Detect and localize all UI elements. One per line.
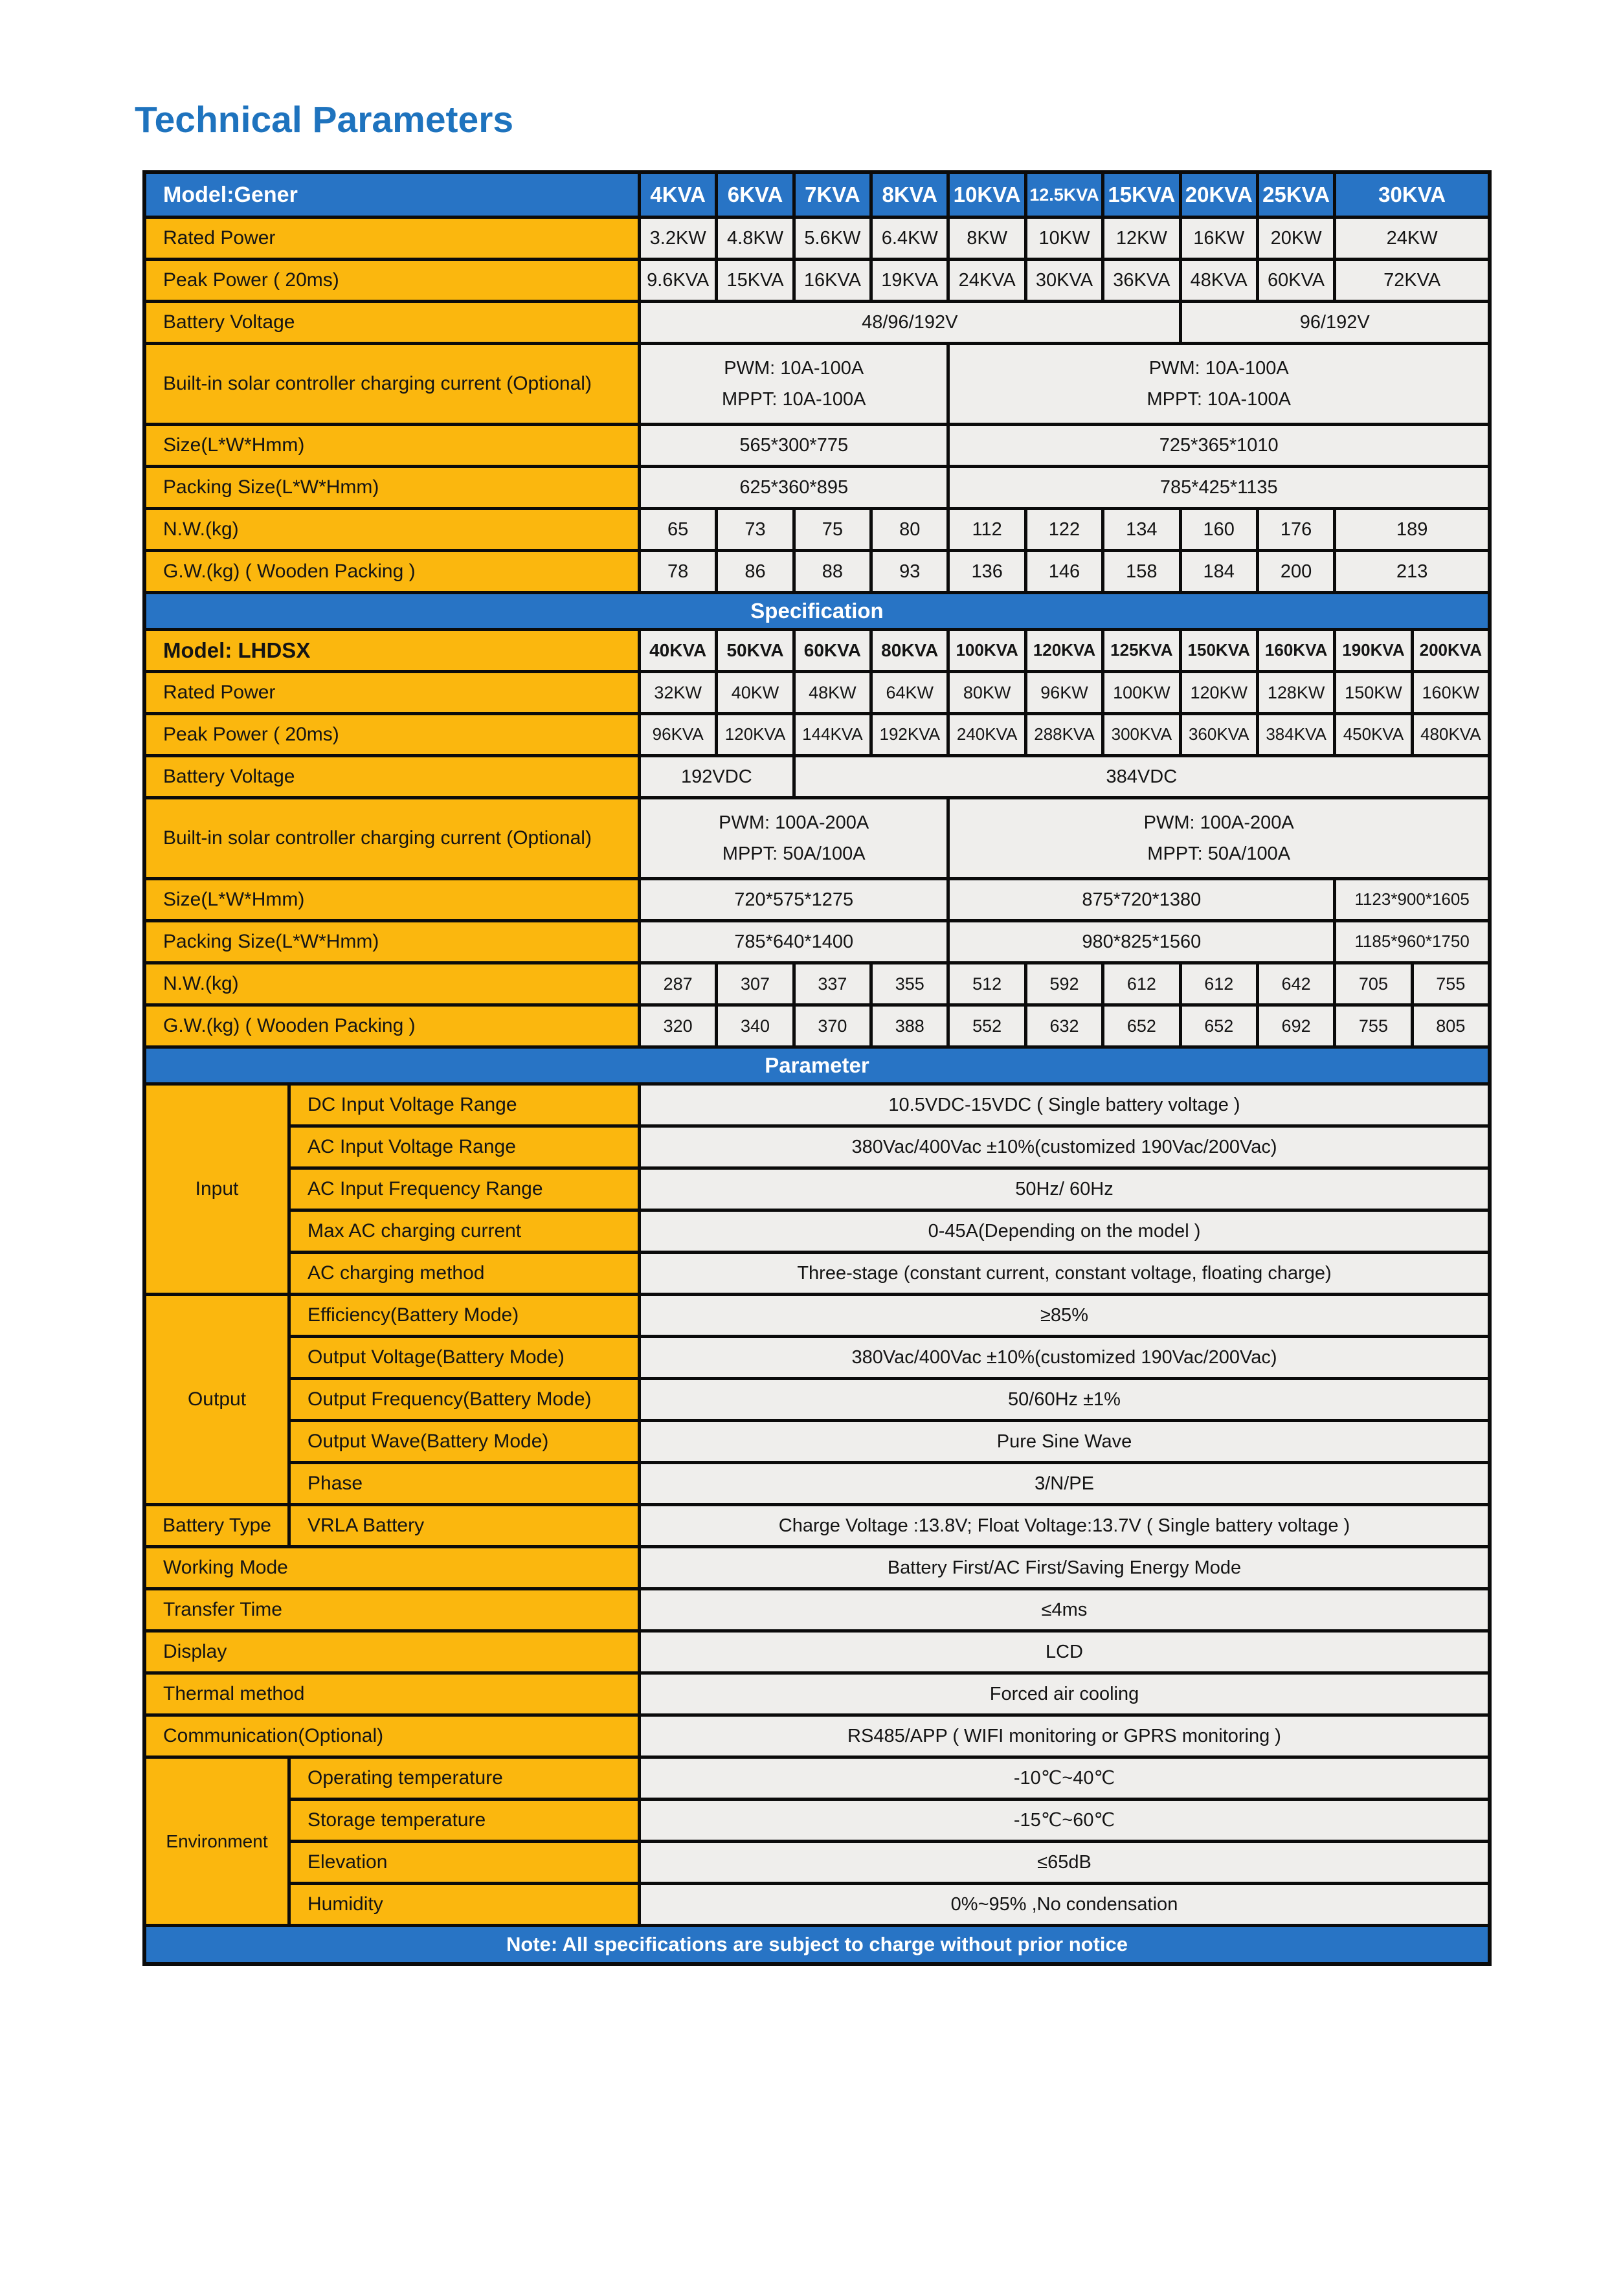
t2-col-header: 200KVA (1414, 631, 1488, 670)
t2-gw-value: 370 (796, 1007, 869, 1045)
param-label-out-wave: Output Wave(Battery Mode) (291, 1422, 638, 1461)
t1-rated-power-value: 3.2KW (641, 219, 715, 258)
t1-rated-power-value: 6.4KW (873, 219, 946, 258)
t1-col-header: 8KVA (873, 174, 946, 216)
t2-solar-pwm: PWM: 100A-200A (719, 812, 869, 833)
t1-peak-power-value: 36KVA (1104, 261, 1178, 300)
t2-nw-label: N.W.(kg) (146, 964, 638, 1003)
t1-battery-voltage-label: Battery Voltage (146, 303, 638, 342)
param-label-battery-sub: VRLA Battery (291, 1506, 638, 1545)
t1-peak-power-value: 15KVA (718, 261, 792, 300)
t1-gw-value: 158 (1104, 552, 1178, 591)
param-label-transfer-time: Transfer Time (146, 1590, 638, 1629)
t1-rated-power-value: 4.8KW (718, 219, 792, 258)
param-value-ac-freq: 50Hz/ 60Hz (641, 1170, 1488, 1209)
param-label-display: Display (146, 1633, 638, 1671)
param-label-humidity: Humidity (291, 1885, 638, 1924)
t2-nw-value: 612 (1104, 964, 1178, 1003)
t1-gw-label: G.W.(kg) ( Wooden Packing ) (146, 552, 638, 591)
param-value-working-mode: Battery First/AC First/Saving Energy Mode (641, 1548, 1488, 1587)
t1-nw-value: 80 (873, 510, 946, 549)
t1-rated-power-value: 20KW (1259, 219, 1333, 258)
t1-peak-power-value: 9.6KVA (641, 261, 715, 300)
t2-gw-value: 805 (1414, 1007, 1488, 1045)
t1-nw-value: 122 (1027, 510, 1101, 549)
t2-col-header: 125KVA (1104, 631, 1178, 670)
t2-solar-value (950, 799, 1488, 877)
t1-col-header: 10KVA (950, 174, 1024, 216)
t1-solar-label: Built-in solar controller charging current (Optional) (146, 345, 638, 423)
t1-col-header: 30KVA (1336, 174, 1488, 216)
t2-size-label: Size(L*W*Hmm) (146, 880, 638, 919)
t1-size-label: Size(L*W*Hmm) (146, 426, 638, 465)
t2-gw-value: 652 (1182, 1007, 1256, 1045)
param-label-efficiency: Efficiency(Battery Mode) (291, 1296, 638, 1335)
t2-solar-label: Built-in solar controller charging current (Optional) (146, 799, 638, 877)
t2-gw-label: G.W.(kg) ( Wooden Packing ) (146, 1007, 638, 1045)
t2-gw-value: 320 (641, 1007, 715, 1045)
t2-peak-power-value: 192KVA (873, 715, 946, 754)
param-label-out-voltage: Output Voltage(Battery Mode) (291, 1338, 638, 1377)
t2-peak-power-value: 240KVA (950, 715, 1024, 754)
t1-nw-value: 65 (641, 510, 715, 549)
param-group-output: Output (146, 1296, 287, 1503)
t1-nw-value: 75 (796, 510, 869, 549)
param-label-op-temp: Operating temperature (291, 1759, 638, 1798)
t1-col-header: 25KVA (1259, 174, 1333, 216)
t1-solar-mppt: MPPT: 10A-100A (722, 389, 866, 410)
t1-peak-power-value: 24KVA (950, 261, 1024, 300)
t2-col-header: 40KVA (641, 631, 715, 670)
t1-solar-pwm: PWM: 10A-100A (1148, 357, 1289, 379)
param-value-display: LCD (641, 1633, 1488, 1671)
t2-nw-value: 705 (1336, 964, 1410, 1003)
specification-banner: Specification (146, 594, 1488, 628)
t2-peak-power-value: 360KVA (1182, 715, 1256, 754)
param-group-battery-type: Battery Type (146, 1506, 287, 1545)
t2-model-header: Model: LHDSX (146, 631, 638, 670)
t1-peak-power-value: 16KVA (796, 261, 869, 300)
param-group-environment: Environment (146, 1759, 287, 1924)
t2-col-header: 80KVA (873, 631, 946, 670)
parameter-banner: Parameter (146, 1049, 1488, 1082)
t2-solar-mppt: MPPT: 50A/100A (722, 843, 866, 864)
t1-nw-label: N.W.(kg) (146, 510, 638, 549)
t1-packing-value: 625*360*895 (641, 468, 946, 507)
t2-gw-value: 692 (1259, 1007, 1333, 1045)
t2-col-header: 150KVA (1182, 631, 1256, 670)
param-label-out-freq: Output Frequency(Battery Mode) (291, 1380, 638, 1419)
param-value-out-wave: Pure Sine Wave (641, 1422, 1488, 1461)
param-value-humidity: 0%~95% ,No condensation (641, 1885, 1488, 1924)
param-label-thermal: Thermal method (146, 1675, 638, 1713)
t1-gw-value: 136 (950, 552, 1024, 591)
t1-peak-power-value: 72KVA (1336, 261, 1488, 300)
t1-gw-value: 146 (1027, 552, 1101, 591)
t2-battery-voltage-value: 192VDC (641, 757, 792, 796)
t2-packing-value: 980*825*1560 (950, 922, 1333, 961)
param-value-out-freq: 50/60Hz ±1% (641, 1380, 1488, 1419)
t1-nw-value: 112 (950, 510, 1024, 549)
param-value-efficiency: ≥85% (641, 1296, 1488, 1335)
t1-gw-value: 86 (718, 552, 792, 591)
param-value-dc-voltage: 10.5VDC-15VDC ( Single battery voltage ) (641, 1086, 1488, 1124)
param-value-transfer-time: ≤4ms (641, 1590, 1488, 1629)
param-label-elevation: Elevation (291, 1843, 638, 1882)
t2-nw-value: 337 (796, 964, 869, 1003)
t2-peak-power-value: 450KVA (1336, 715, 1410, 754)
t2-gw-value: 755 (1336, 1007, 1410, 1045)
t2-peak-power-value: 288KVA (1027, 715, 1101, 754)
t2-peak-power-value: 96KVA (641, 715, 715, 754)
t2-col-header: 160KVA (1259, 631, 1333, 670)
t1-peak-power-value: 30KVA (1027, 261, 1101, 300)
t1-gw-value: 213 (1336, 552, 1488, 591)
t2-gw-value: 552 (950, 1007, 1024, 1045)
t1-battery-voltage-value: 48/96/192V (641, 303, 1179, 342)
t1-battery-voltage-value: 96/192V (1182, 303, 1488, 342)
param-label-dc-voltage: DC Input Voltage Range (291, 1086, 638, 1124)
t1-solar-value (950, 345, 1488, 423)
param-value-thermal: Forced air cooling (641, 1675, 1488, 1713)
t2-rated-power-value: 40KW (718, 673, 792, 712)
t1-rated-power-value: 8KW (950, 219, 1024, 258)
param-label-max-charge: Max AC charging current (291, 1212, 638, 1251)
t2-rated-power-value: 48KW (796, 673, 869, 712)
note-banner: Note: All specifications are subject to charge without prior notice (146, 1927, 1488, 1962)
t2-solar-value (641, 799, 946, 877)
t1-solar-mppt: MPPT: 10A-100A (1147, 389, 1291, 410)
t1-rated-power-value: 24KW (1336, 219, 1488, 258)
param-value-charge-method: Three-stage (constant current, constant voltage, floating charge) (641, 1254, 1488, 1293)
page-title: Technical Parameters (135, 99, 514, 140)
param-value-battery: Charge Voltage :13.8V; Float Voltage:13.7V ( Single battery voltage ) (641, 1506, 1488, 1545)
t1-packing-value: 785*425*1135 (950, 468, 1488, 507)
t2-rated-power-value: 32KW (641, 673, 715, 712)
param-value-op-temp: -10℃~40℃ (641, 1759, 1488, 1798)
t1-rated-power-label: Rated Power (146, 219, 638, 258)
t2-gw-value: 632 (1027, 1007, 1101, 1045)
t2-packing-label: Packing Size(L*W*Hmm) (146, 922, 638, 961)
t2-solar-pwm: PWM: 100A-200A (1143, 812, 1294, 833)
t2-nw-value: 287 (641, 964, 715, 1003)
t1-col-header: 20KVA (1182, 174, 1256, 216)
t2-size-value: 875*720*1380 (950, 880, 1333, 919)
param-label-communication: Communication(Optional) (146, 1717, 638, 1755)
t1-col-header: 7KVA (796, 174, 869, 216)
t1-packing-label: Packing Size(L*W*Hmm) (146, 468, 638, 507)
t2-rated-power-value: 150KW (1336, 673, 1410, 712)
t2-rated-power-value: 128KW (1259, 673, 1333, 712)
t2-packing-value: 1185*960*1750 (1336, 922, 1488, 961)
t2-size-value: 1123*900*1605 (1336, 880, 1488, 919)
t2-peak-power-value: 480KVA (1414, 715, 1488, 754)
t2-rated-power-value: 120KW (1182, 673, 1256, 712)
param-label-charge-method: AC charging method (291, 1254, 638, 1293)
param-label-phase: Phase (291, 1464, 638, 1503)
t1-gw-value: 93 (873, 552, 946, 591)
t2-nw-value: 592 (1027, 964, 1101, 1003)
param-value-communication: RS485/APP ( WIFI monitoring or GPRS monitoring ) (641, 1717, 1488, 1755)
param-value-ac-voltage: 380Vac/400Vac ±10%(customized 190Vac/200Vac) (641, 1128, 1488, 1166)
t1-rated-power-value: 12KW (1104, 219, 1178, 258)
t2-peak-power-value: 144KVA (796, 715, 869, 754)
t2-col-header: 100KVA (950, 631, 1024, 670)
t1-size-value: 565*300*775 (641, 426, 946, 465)
t1-nw-value: 73 (718, 510, 792, 549)
t1-nw-value: 134 (1104, 510, 1178, 549)
param-label-st-temp: Storage temperature (291, 1801, 638, 1840)
t2-peak-power-label: Peak Power ( 20ms) (146, 715, 638, 754)
t1-col-header: 4KVA (641, 174, 715, 216)
t2-size-value: 720*575*1275 (641, 880, 946, 919)
t2-rated-power-value: 100KW (1104, 673, 1178, 712)
t2-rated-power-value: 96KW (1027, 673, 1101, 712)
t2-col-header: 50KVA (718, 631, 792, 670)
t1-rated-power-value: 10KW (1027, 219, 1101, 258)
t2-battery-voltage-value: 384VDC (796, 757, 1488, 796)
t1-peak-power-value: 48KVA (1182, 261, 1256, 300)
t2-gw-value: 388 (873, 1007, 946, 1045)
t2-rated-power-value: 80KW (950, 673, 1024, 712)
param-label-ac-freq: AC Input Frequency Range (291, 1170, 638, 1209)
t1-gw-value: 184 (1182, 552, 1256, 591)
t2-peak-power-value: 300KVA (1104, 715, 1178, 754)
t2-nw-value: 612 (1182, 964, 1256, 1003)
t2-nw-value: 512 (950, 964, 1024, 1003)
t1-size-value: 725*365*1010 (950, 426, 1488, 465)
t2-battery-voltage-label: Battery Voltage (146, 757, 638, 796)
t2-gw-value: 340 (718, 1007, 792, 1045)
t2-col-header: 60KVA (796, 631, 869, 670)
param-value-st-temp: -15℃~60℃ (641, 1801, 1488, 1840)
t1-col-header: 15KVA (1104, 174, 1178, 216)
t1-solar-pwm: PWM: 10A-100A (724, 357, 864, 379)
t2-packing-value: 785*640*1400 (641, 922, 946, 961)
t1-peak-power-value: 60KVA (1259, 261, 1333, 300)
t2-rated-power-value: 160KW (1414, 673, 1488, 712)
t2-nw-value: 755 (1414, 964, 1488, 1003)
t1-nw-value: 160 (1182, 510, 1256, 549)
t1-nw-value: 189 (1336, 510, 1488, 549)
t2-col-header: 120KVA (1027, 631, 1101, 670)
t1-solar-value (641, 345, 946, 423)
t2-nw-value: 642 (1259, 964, 1333, 1003)
t1-gw-value: 200 (1259, 552, 1333, 591)
t1-rated-power-value: 5.6KW (796, 219, 869, 258)
param-group-input: Input (146, 1086, 287, 1293)
t1-model-header: Model:Gener (146, 174, 638, 216)
t2-gw-value: 652 (1104, 1007, 1178, 1045)
param-value-phase: 3/N/PE (641, 1464, 1488, 1503)
t1-rated-power-value: 16KW (1182, 219, 1256, 258)
t2-peak-power-value: 120KVA (718, 715, 792, 754)
t1-nw-value: 176 (1259, 510, 1333, 549)
param-value-out-voltage: 380Vac/400Vac ±10%(customized 190Vac/200Vac) (641, 1338, 1488, 1377)
t1-gw-value: 78 (641, 552, 715, 591)
spec-sheet-table (142, 170, 1492, 1966)
t2-peak-power-value: 384KVA (1259, 715, 1333, 754)
param-value-elevation: ≤65dB (641, 1843, 1488, 1882)
t2-nw-value: 355 (873, 964, 946, 1003)
param-label-ac-voltage: AC Input Voltage Range (291, 1128, 638, 1166)
t2-rated-power-value: 64KW (873, 673, 946, 712)
param-value-max-charge: 0-45A(Depending on the model ) (641, 1212, 1488, 1251)
t1-peak-power-value: 19KVA (873, 261, 946, 300)
param-label-working-mode: Working Mode (146, 1548, 638, 1587)
t2-rated-power-label: Rated Power (146, 673, 638, 712)
t2-col-header: 190KVA (1336, 631, 1410, 670)
t1-peak-power-label: Peak Power ( 20ms) (146, 261, 638, 300)
t1-gw-value: 88 (796, 552, 869, 591)
t2-nw-value: 307 (718, 964, 792, 1003)
t1-col-header: 6KVA (718, 174, 792, 216)
t1-col-header: 12.5KVA (1027, 174, 1101, 216)
t2-solar-mppt: MPPT: 50A/100A (1147, 843, 1291, 864)
